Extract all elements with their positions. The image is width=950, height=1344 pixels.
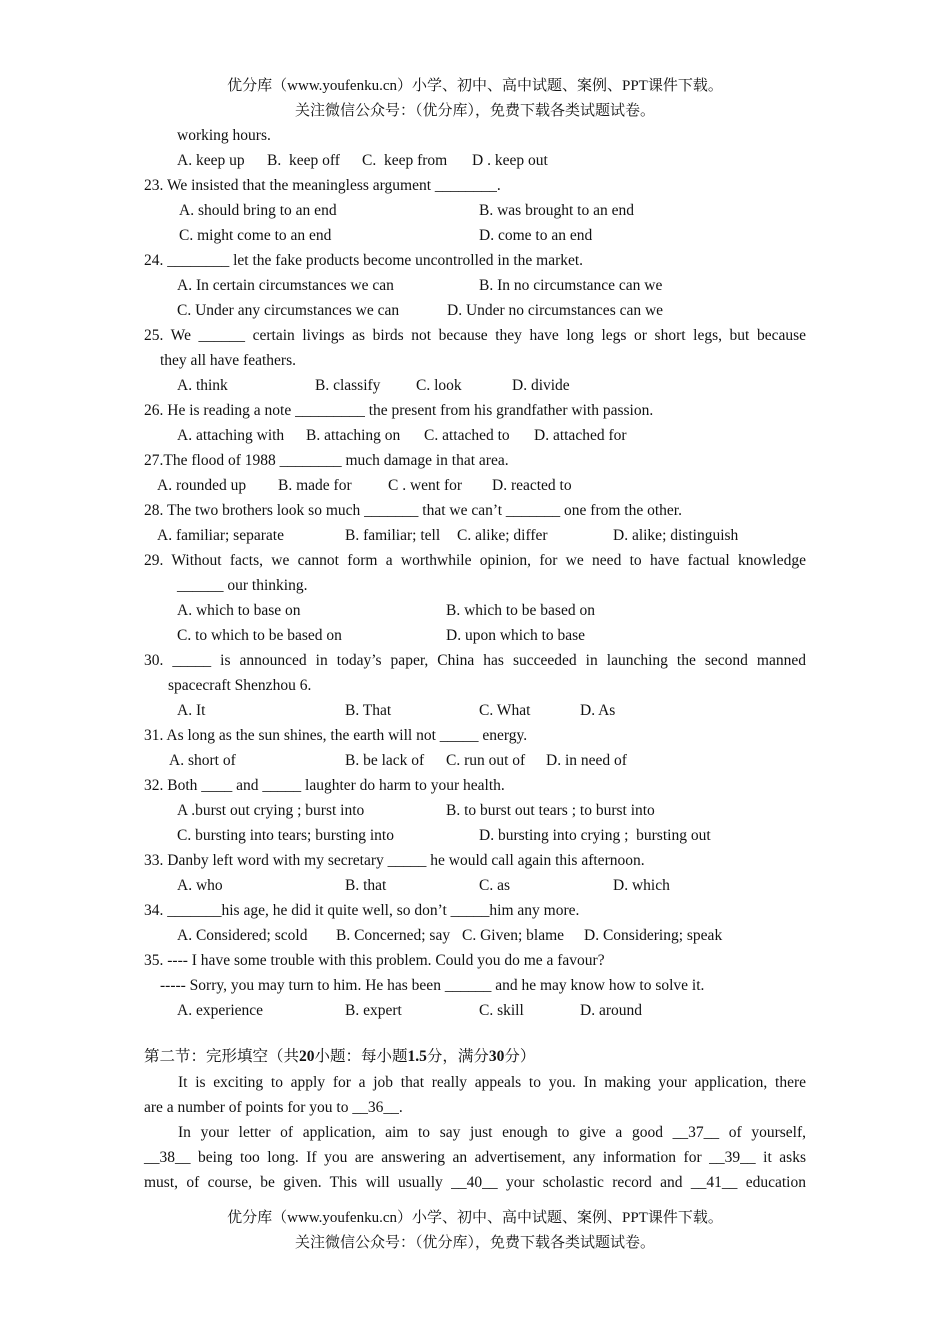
q26-option-b: B. attaching on [306, 427, 401, 444]
q33-option-c: C. as [479, 877, 510, 894]
q34-stem: 34. _______his age, he did it quite well, so don’t _____him any more. [144, 902, 580, 919]
q26-option-c: C. attached to [424, 427, 510, 444]
q24-option-b: B. In no circumstance can we [479, 277, 663, 294]
q29-option-b: B. which to be based on [446, 602, 595, 619]
q30-stem-line-1: 30. _____ is announced in today’s paper, China has succeeded in launching the second manned [144, 652, 806, 669]
q28-option-b: B. familiar; tell [345, 527, 441, 544]
q30-stem-line-2: spacecraft Shenzhou 6. [168, 677, 312, 694]
q29-stem-line-2: ______ our thinking. [177, 577, 308, 594]
q22-option-b: B. keep off [267, 152, 340, 169]
header-line-1: 优分库（www.youfenku.cn）小学、初中、高中试题、案例、PPT课件下载。 [227, 78, 723, 94]
passage-p1-line-2: are a number of points for you to __36__. [144, 1099, 403, 1116]
q35-option-b: B. expert [345, 1002, 402, 1019]
q26-stem: 26. He is reading a note _________ the present from his grandfather with passion. [144, 402, 654, 419]
footer-line-2: 关注微信公众号：（优分库），免费下载各类试题试卷。 [294, 1235, 655, 1251]
q26-option-d: D. attached for [534, 427, 627, 444]
passage-p2-line-3: must, of course, be given. This will usually __40__ your scholastic record and __41__ education [144, 1174, 806, 1191]
passage-p2-line-1: In your letter of application, aim to say just enough to give a good __37__ of yourself, [178, 1124, 806, 1141]
q31-option-d: D. in need of [546, 752, 627, 769]
q32-option-c: C. bursting into tears; bursting into [177, 827, 394, 844]
q34-option-c: C. Given; blame [462, 927, 565, 944]
q32-stem: 32. Both ____ and _____ laughter do harm to your health. [144, 777, 505, 794]
q25-stem-line-1: 25. We ______ certain livings as birds not because they have long legs or short legs, but because [144, 327, 806, 344]
q25-option-c: C. look [416, 377, 462, 394]
q33-option-a: A. who [177, 877, 223, 894]
q28-option-a: A. familiar; separate [157, 527, 284, 544]
q24-stem: 24. ________ let the fake products become uncontrolled in the market. [144, 252, 584, 269]
q35-stem-line-1: 35. ---- I have some trouble with this problem. Could you do me a favour? [144, 952, 605, 969]
q31-option-b: B. be lack of [345, 752, 425, 769]
passage-p2-line-2: __38__ being too long. If you are answering an advertisement, any information for __39__ it asks [144, 1149, 806, 1166]
q28-option-d: D. alike; distinguish [613, 527, 739, 544]
q32-option-b: B. to burst out tears ; to burst into [446, 802, 655, 819]
q30-option-d: D. As [580, 702, 616, 719]
q25-stem-line-2: they all have feathers. [160, 352, 296, 369]
q35-option-d: D. around [580, 1002, 642, 1019]
q35-stem-line-2: ----- Sorry, you may turn to him. He has been ______ and he may know how to solve it. [160, 977, 705, 994]
q28-stem: 28. The two brothers look so much _______ that we can’t _______ one from the other. [144, 502, 682, 519]
q27-stem: 27.The flood of 1988 ________ much damage in that area. [144, 452, 509, 469]
q35-option-c: C. skill [479, 1002, 524, 1019]
q27-option-b: B. made for [278, 477, 352, 494]
q33-option-d: D. which [613, 877, 670, 894]
q30-option-c: C. What [479, 702, 531, 719]
q27-option-d: D. reacted to [492, 477, 572, 494]
q23-stem: 23. We insisted that the meaningless argument ________. [144, 177, 501, 194]
q24-option-a: A. In certain circumstances we can [177, 277, 394, 294]
q34-option-d: D. Considering; speak [584, 927, 723, 944]
q25-option-a: A. think [177, 377, 228, 394]
q26-option-a: A. attaching with [177, 427, 285, 444]
q34-option-a: A. Considered; scold [177, 927, 308, 944]
q29-stem-line-1: 29. Without facts, we cannot form a worthwhile opinion, for we need to have factual knowledge [144, 552, 806, 569]
q24-option-d: D. Under no circumstances can we [447, 302, 664, 319]
q22-option-c: C. keep from [362, 152, 448, 169]
q35-option-a: A. experience [177, 1002, 264, 1019]
q30-option-b: B. That [345, 702, 392, 719]
q25-option-d: D. divide [512, 377, 570, 394]
q29-option-c: C. to which to be based on [177, 627, 342, 644]
header-line-2: 关注微信公众号：（优分库），免费下载各类试题试卷。 [294, 103, 655, 119]
q34-option-b: B. Concerned; say [336, 927, 451, 944]
q31-option-c: C. run out of [446, 752, 526, 769]
q29-option-d: D. upon which to base [446, 627, 586, 644]
q22-option-d: D . keep out [472, 152, 548, 169]
q25-option-b: B. classify [315, 377, 381, 394]
q31-stem: 31. As long as the sun shines, the earth will not _____ energy. [144, 727, 528, 744]
q27-option-a: A. rounded up [157, 477, 247, 494]
q33-stem: 33. Danby left word with my secretary _____ he would call again this afternoon. [144, 852, 645, 869]
q32-option-d: D. bursting into crying ; bursting out [479, 827, 711, 844]
section-2-heading: 第二节：完形填空（共20小题：每小题1.5分，满分30分） [144, 1048, 536, 1065]
q23-option-c: C. might come to an end [179, 227, 332, 244]
q24-option-c: C. Under any circumstances we can [177, 302, 400, 319]
q33-option-b: B. that [345, 877, 387, 894]
q27-option-c: C . went for [388, 477, 463, 494]
q23-option-d: D. come to an end [479, 227, 593, 244]
q29-option-a: A. which to base on [177, 602, 301, 619]
q22-option-a: A. keep up [177, 152, 245, 169]
q30-option-a: A. It [177, 702, 206, 719]
q31-option-a: A. short of [169, 752, 236, 769]
q22-continuation: working hours. [177, 127, 271, 144]
passage-p1-line-1: It is exciting to apply for a job that really appeals to you. In making your application, there [178, 1074, 806, 1091]
footer-line-1: 优分库（www.youfenku.cn）小学、初中、高中试题、案例、PPT课件下载。 [227, 1210, 723, 1226]
q23-option-a: A. should bring to an end [179, 202, 337, 219]
q32-option-a: A .burst out crying ; burst into [177, 802, 365, 819]
q23-option-b: B. was brought to an end [479, 202, 634, 219]
q28-option-c: C. alike; differ [457, 527, 548, 544]
